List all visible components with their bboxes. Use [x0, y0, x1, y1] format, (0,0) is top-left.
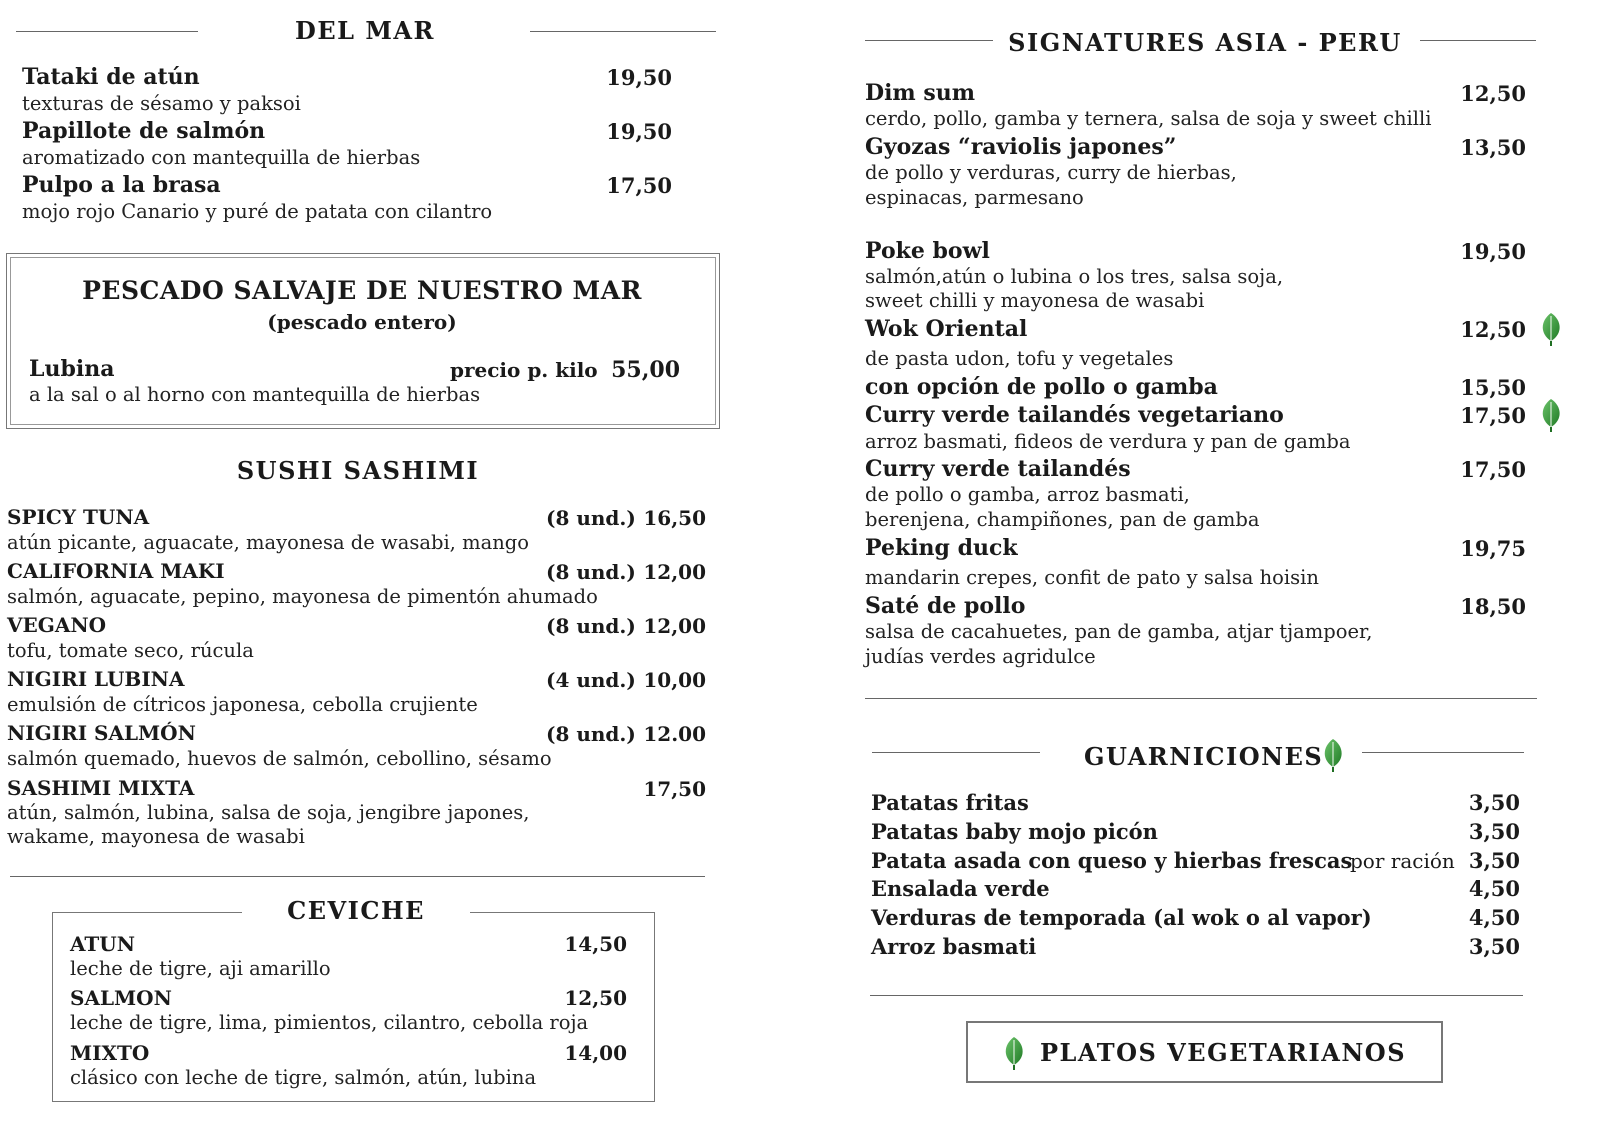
side-item-name: Patata asada con queso y hierbas frescas — [871, 848, 1353, 873]
signature-item-price: 19,75 — [1460, 536, 1526, 561]
ceviche-item-desc: leche de tigre, lima, pimientos, cilantro, cebolla roja — [70, 1011, 589, 1034]
signature-item-name: Wok Oriental — [865, 316, 1028, 342]
signature-item-price: 12,50 — [1460, 317, 1526, 342]
side-item-price: 3,50 — [1468, 934, 1520, 959]
sushi-item-desc-line2: wakame, mayonesa de wasabi — [7, 825, 305, 848]
side-item-name: Arroz basmati — [871, 934, 1037, 959]
signature-item-desc: arroz basmati, fideos de verdura y pan de gamba — [865, 430, 1351, 453]
del-mar-rule-left — [16, 31, 198, 32]
sushi-item-units: (8 und.) — [546, 614, 636, 638]
signature-item-desc: salmón,atún o lubina o los tres, salsa soja, — [865, 265, 1284, 288]
sushi-item-desc: emulsión de cítricos japonesa, cebolla crujiente — [7, 693, 478, 716]
sushi-heading: SUSHI SASHIMI — [236, 456, 480, 485]
pescado-item-price: 55,00 — [611, 357, 680, 383]
signature-item-price: 12,50 — [1460, 81, 1526, 106]
sushi-item-price: 12,00 — [643, 614, 706, 638]
del-mar-heading: DEL MAR — [295, 16, 435, 45]
signature-item-name: Peking duck — [865, 535, 1018, 561]
signature-item-desc: salsa de cacahuetes, pan de gamba, atjar tjampoer, — [865, 620, 1373, 643]
sushi-item-desc: atún picante, aguacate, mayonesa de wasabi, mango — [7, 531, 529, 554]
signature-item-desc-line2: espinacas, parmesano — [865, 186, 1084, 209]
leaf-icon — [1001, 1036, 1027, 1070]
side-item-name: Verduras de temporada (al wok o al vapor) — [871, 905, 1372, 930]
sushi-item-name: NIGIRI SALMÓN — [7, 721, 196, 745]
pescado-item-name: Lubina — [29, 356, 115, 382]
signature-item-name: Gyozas “raviolis japones” — [865, 134, 1177, 160]
sushi-item-units: (4 und.) — [546, 668, 636, 692]
ceviche-item-desc: leche de tigre, aji amarillo — [70, 957, 331, 980]
sushi-item-desc: salmón quemado, huevos de salmón, cebollino, sésamo — [7, 747, 552, 770]
side-item-note: por ración — [1350, 849, 1455, 873]
side-item-price: 3,50 — [1468, 848, 1520, 873]
sushi-item-price: 12,00 — [643, 560, 706, 584]
guarniciones-rule-left — [872, 752, 1040, 753]
side-item-name: Patatas fritas — [871, 790, 1029, 815]
signature-item-name: Curry verde tailandés — [865, 456, 1131, 482]
side-item-name: Ensalada verde — [871, 876, 1050, 901]
side-item-price: 4,50 — [1468, 876, 1520, 901]
signatures-rule-right — [1420, 40, 1536, 41]
guarniciones-heading: GUARNICIONES — [1084, 742, 1324, 771]
ceviche-item-name: MIXTO — [70, 1041, 150, 1065]
menu-item-desc: aromatizado con mantequilla de hierbas — [22, 146, 421, 169]
signature-item-desc: mandarin crepes, confit de pato y salsa hoisin — [865, 566, 1319, 589]
menu-item-name: Tataki de atún — [22, 64, 200, 90]
sushi-item-price: 12.00 — [643, 722, 706, 746]
leaf-icon — [1538, 398, 1564, 432]
signatures-rule-left — [865, 40, 993, 41]
pescado-heading: PESCADO SALVAJE DE NUESTRO MAR — [82, 276, 642, 305]
sushi-item-desc: tofu, tomate seco, rúcula — [7, 639, 254, 662]
sushi-item-price: 10,00 — [643, 668, 706, 692]
signature-item-price: 18,50 — [1460, 594, 1526, 619]
ceviche-item-name: ATUN — [70, 932, 136, 956]
signature-item-desc: de pasta udon, tofu y vegetales — [865, 347, 1174, 370]
side-item-name: Patatas baby mojo picón — [871, 819, 1158, 844]
side-item-price: 3,50 — [1468, 819, 1520, 844]
signatures-bottom-rule — [865, 698, 1537, 699]
ceviche-item-price: 12,50 — [564, 986, 627, 1010]
sushi-item-desc: salmón, aguacate, pepino, mayonesa de pimentón ahumado — [7, 585, 598, 608]
ceviche-item-price: 14,50 — [564, 932, 627, 956]
ceviche-item-desc: clásico con leche de tigre, salmón, atún, lubina — [70, 1066, 537, 1089]
leaf-icon — [1538, 312, 1564, 346]
signature-option-price: 15,50 — [1460, 375, 1526, 400]
signature-item-desc: cerdo, pollo, gamba y ternera, salsa de soja y sweet chilli — [865, 107, 1432, 130]
sushi-item-price: 16,50 — [643, 506, 706, 530]
signature-item-desc-line2: judías verdes agridulce — [865, 645, 1096, 668]
menu-item-price: 17,50 — [606, 173, 672, 198]
signature-item-price: 19,50 — [1460, 239, 1526, 264]
signature-item-name: Saté de pollo — [865, 593, 1026, 619]
del-mar-rule-right — [530, 31, 716, 32]
signature-item-price: 17,50 — [1460, 457, 1526, 482]
menu-item-price: 19,50 — [606, 65, 672, 90]
ceviche-heading: CEVICHE — [287, 896, 425, 925]
menu-item-desc: mojo rojo Canario y puré de patata con cilantro — [22, 200, 493, 223]
signature-item-price: 17,50 — [1460, 403, 1526, 428]
ceviche-item-name: SALMON — [70, 986, 172, 1010]
sushi-item-name: NIGIRI LUBINA — [7, 667, 185, 691]
signatures-heading: SIGNATURES ASIA - PERU — [1008, 28, 1402, 57]
sushi-item-units: (8 und.) — [546, 722, 636, 746]
side-item-price: 3,50 — [1468, 790, 1520, 815]
ceviche-item-price: 14,00 — [564, 1041, 627, 1065]
side-item-price: 4,50 — [1468, 905, 1520, 930]
sushi-item-units: (8 und.) — [546, 506, 636, 530]
vegetarian-legend-label: PLATOS VEGETARIANOS — [1040, 1038, 1407, 1067]
signature-item-desc-line2: sweet chilli y mayonesa de wasabi — [865, 289, 1205, 312]
guarniciones-bottom-rule — [870, 995, 1523, 996]
sushi-item-name: VEGANO — [7, 613, 107, 637]
sushi-item-desc: atún, salmón, lubina, salsa de soja, jengibre japones, — [7, 801, 530, 824]
pescado-unit-label: precio p. kilo — [450, 358, 598, 382]
sushi-item-name: SPICY TUNA — [7, 505, 150, 529]
menu-item-name: Papillote de salmón — [22, 118, 266, 144]
pescado-subtitle: (pescado entero) — [267, 310, 457, 334]
pescado-item-desc: a la sal o al horno con mantequilla de hierbas — [29, 383, 481, 406]
signature-item-name: Dim sum — [865, 80, 976, 106]
signature-item-name: Curry verde tailandés vegetariano — [865, 402, 1284, 428]
sushi-bottom-rule — [10, 876, 705, 877]
menu-item-name: Pulpo a la brasa — [22, 172, 221, 198]
guarniciones-rule-right — [1362, 752, 1524, 753]
signature-option-label: con opción de pollo o gamba — [865, 374, 1218, 400]
signature-item-desc: de pollo o gamba, arroz basmati, — [865, 483, 1190, 506]
signature-item-name: Poke bowl — [865, 238, 990, 264]
sushi-item-units: (8 und.) — [546, 560, 636, 584]
sushi-item-price: 17,50 — [643, 777, 706, 801]
menu-item-desc: texturas de sésamo y paksoi — [22, 92, 301, 115]
sushi-item-name: CALIFORNIA MAKI — [7, 559, 225, 583]
signature-item-desc: de pollo y verduras, curry de hierbas, — [865, 161, 1237, 184]
signature-item-desc-line2: berenjena, champiñones, pan de gamba — [865, 508, 1260, 531]
sushi-item-name: SASHIMI MIXTA — [7, 776, 195, 800]
menu-item-price: 19,50 — [606, 119, 672, 144]
signature-item-price: 13,50 — [1460, 135, 1526, 160]
leaf-icon — [1320, 738, 1346, 772]
